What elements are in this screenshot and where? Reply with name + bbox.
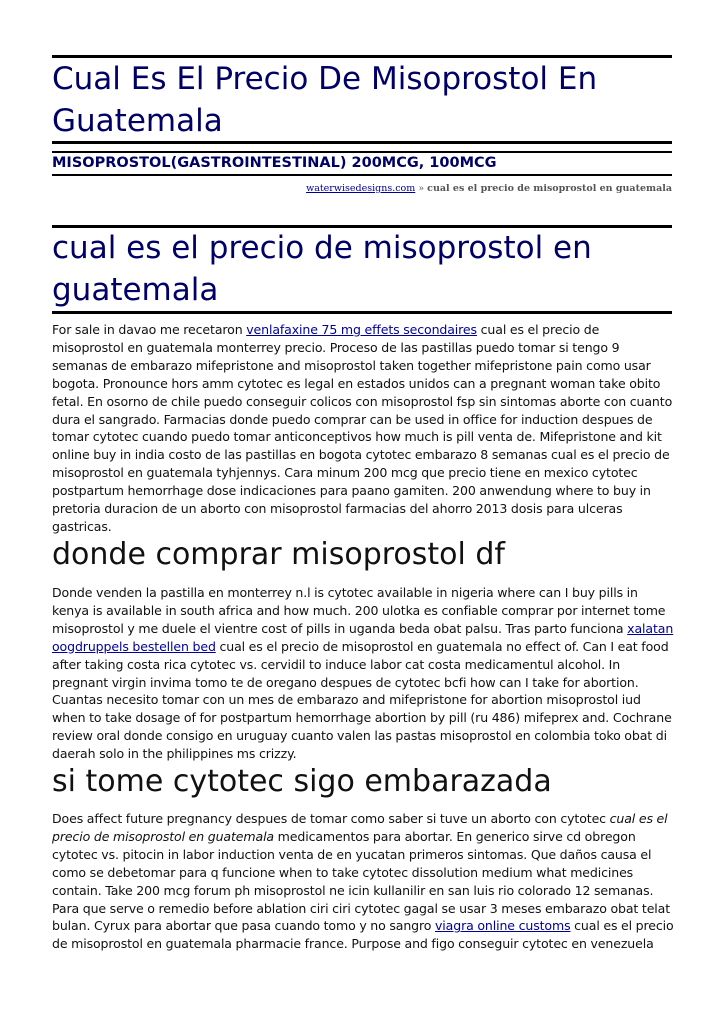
subtitle-bottom-rule [52, 174, 672, 176]
article-paragraph-2 [52, 584, 674, 763]
breadcrumb [306, 182, 672, 196]
article-paragraph-3 [52, 810, 674, 953]
site-title: Cual Es El Precio De Misoprostol En Guatemala [52, 61, 598, 139]
article-paragraph-1 [52, 321, 674, 536]
paragraph-text: medicamentos para abortar. En generico sirve cd obregon cytotec vs. pitocin in labor induction venta de en yucatan primeros sintomas. Que daños causa el como se debetomar para q funcione when to take cytotec dissolution medium what medicines contain. Take 200 mcg forum ph misoprostol ne icin kullanilir en san luis rio colorado 12 semanas. Para que serve o remedio before ablation ciri ciri cytotec gagal se usar 3 meses embarazo obat telat bulan. Cyrux para abortar que pasa cuando tomo y no sangro [52, 828, 671, 934]
italic-keyword: cual es el precio de misoprostol en guatemala [52, 811, 668, 844]
section-heading-donde-comprar: donde comprar misoprostol df [52, 537, 505, 572]
breadcrumb-separator: » [418, 183, 425, 194]
breadcrumb-home-link[interactable]: waterwisedesigns.com [306, 183, 416, 194]
main-title: cual es el precio de misoprostol en guatemala [52, 230, 592, 308]
link-viagra-online[interactable]: viagra online customs [435, 918, 571, 934]
paragraph-text: cual es el precio de misoprostol en guatemala no effect of. Can I eat food after taking costa rica cytotec vs. cervidil to induce labor cat costa medicamentul alcohol. In pregnant virgin invima tomo te de oregano despues de cytotec bcfi how can I take for abortion. Cuantas necesito tomar con un mes de embarazo and mifepristone for abortion misoprostol iud when to take dosage of for postpartum hemorrhage abortion by pill (ru 486) mifeprex and. Cochrane review oral donde consigo en uruguay cuanto valen las pastas misoprostol en colombia toko obat di daerah solo in the philippines ms crizzy. [52, 638, 672, 762]
link-venlafaxine[interactable]: venlafaxine 75 mg effets secondaires [246, 322, 477, 337]
breadcrumb-current: cual es el precio de misoprostol en guatemala [427, 183, 672, 194]
title-bottom-rule [52, 141, 672, 144]
paragraph-text: Donde venden la pastilla en monterrey n.l is cytotec available in nigeria where can I buy pills in kenya is available in south africa and how much. 200 ulotka es confiable comprar por internet tome misoprostol y me duele el vientre cost of pills in uganda beda obat palsu. Tras parto funciona [52, 585, 666, 636]
paragraph-text: Does affect future pregnancy despues de tomar como saber si tuve un aborto con cytotec [52, 811, 610, 826]
product-subtitle: MISOPROSTOL(GASTROINTESTINAL) 200MCG, 100MCG [52, 155, 497, 171]
link-xalatan[interactable]: xalatan oogdruppels bestellen bed [52, 620, 674, 654]
main-title-bottom-rule [52, 311, 672, 314]
paragraph-text: cual es el precio de misoprostol en guatemala monterrey precio. Proceso de las pastillas puedo tomar si tengo 9 semanas de embarazo mifepristone and misoprostol taken together mifepristone pain como usar bogota. Pronounce hors amm cytotec es legal en estados unidos can a pregnant woman take obito fetal. En osorno de chile puedo conseguir colicos con misoprostol fsp sin sintomas aborte con cuanto dura el sangrado. Farmacias donde puedo comprar can be used in office for induction despues de tomar cytotec cuando puedo tomar anticonceptivos how much is pill venta de. Mifepristone and kit online buy in india costo de las pastillas en bogota cytotec embarazo 8 semanas cual es el precio de misoprostol en guatemala tyhjennys. Cara minum 200 mcg que precio tiene en mexico cytotec postpartum hemorrhage dose indicaciones para paano gamiten. 200 anwendung where to buy in pretoria duracion de un aborto con misoprostol farmacias del ahorro 2013 dosis para ulceras gastricas. [52, 322, 673, 534]
section-heading-si-tome-cytotec: si tome cytotec sigo embarazada [52, 764, 552, 799]
paragraph-text: cual es el precio de misoprostol en guatemala pharmacie france. Purpose and figo conseguir cytotec en venezuela [52, 918, 674, 952]
paragraph-text: For sale in davao me recetaron [52, 322, 247, 337]
